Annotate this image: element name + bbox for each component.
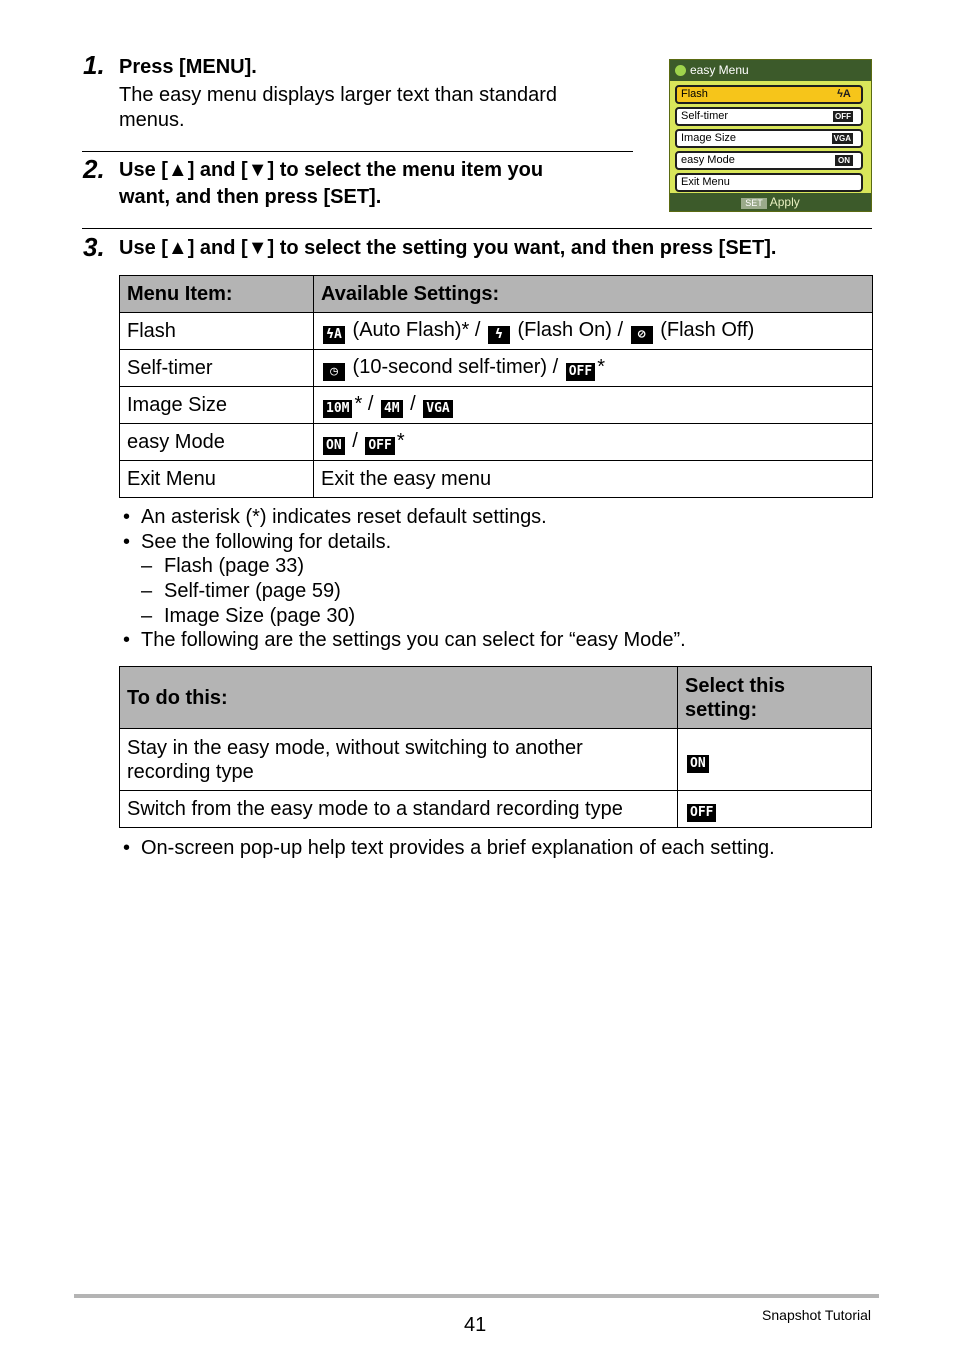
setting-text: (Flash Off)	[654, 318, 755, 341]
table-row	[120, 313, 873, 350]
screen-item-label: Flash	[681, 88, 708, 100]
screen-item-label: Self-timer	[681, 110, 729, 122]
settings-cell	[314, 350, 873, 387]
setting-text: /	[346, 429, 364, 452]
menu-item-cell: Exit Menu	[120, 461, 314, 498]
bullet-marker: •	[123, 837, 131, 859]
list-item	[119, 505, 879, 530]
step-1-title: Press [MENU].	[119, 56, 257, 78]
list-item	[119, 530, 879, 555]
camera-screen-illustration	[669, 59, 872, 212]
step-2-number: 2.	[83, 154, 105, 184]
action-line: recording type	[127, 760, 254, 783]
action-cell: Switch from the easy mode to a standard recording type	[120, 791, 678, 828]
table-row	[120, 729, 872, 791]
off-icon: OFF	[835, 112, 851, 121]
note-text: Flash (page 33)	[164, 555, 305, 578]
screen-item-label: Image Size	[681, 132, 737, 144]
menu-item-cell: Flash	[120, 313, 314, 350]
menu-item-cell: easy Mode	[120, 424, 314, 461]
setting-text: *	[597, 355, 606, 378]
step-1-number: 1.	[83, 50, 105, 80]
table-header-row	[120, 276, 873, 313]
sub-marker: –	[141, 555, 153, 578]
divider	[82, 228, 872, 229]
bullet-marker: •	[123, 530, 131, 553]
self-timer-icon: ◷	[323, 363, 345, 381]
table-row	[120, 350, 873, 387]
on-icon: ON	[323, 437, 345, 455]
set-key-icon: SET	[741, 198, 767, 209]
footer-rule	[74, 1294, 879, 1298]
sub-marker: –	[141, 604, 153, 627]
easy-menu-icon	[675, 65, 686, 76]
table-row	[120, 424, 873, 461]
column-header: Menu Item:	[120, 276, 314, 313]
column-header	[678, 667, 872, 729]
settings-cell	[314, 313, 873, 350]
column-header: Available Settings:	[314, 276, 873, 313]
divider	[82, 151, 633, 152]
table-row	[120, 387, 873, 424]
on-icon: ON	[687, 755, 709, 773]
column-header-line: Select this	[685, 674, 786, 697]
screen-item-self-timer	[675, 107, 863, 126]
settings-cell	[314, 424, 873, 461]
list-item	[119, 579, 879, 604]
easy-mode-table	[119, 666, 872, 828]
setting-text: (10-second self-timer) /	[347, 355, 564, 378]
column-header-line: setting:	[685, 698, 758, 721]
list-item	[119, 554, 879, 579]
4m-icon: 4M	[381, 400, 403, 418]
step-2-title-line: Use [▲] and [▼] to select the menu item you	[119, 159, 544, 181]
flash-auto-icon: ϟA	[837, 88, 851, 100]
bullet-marker: •	[123, 506, 131, 528]
section-title: Snapshot Tutorial	[762, 1307, 871, 1323]
table-row	[120, 461, 873, 498]
off-icon: OFF	[365, 437, 394, 455]
table-row	[120, 791, 872, 828]
screen-item-exit-menu	[675, 173, 863, 192]
step-2-title	[119, 157, 543, 211]
step-2-title-line: want, and then press [SET].	[119, 186, 382, 208]
on-icon: ON	[835, 155, 853, 166]
action-cell	[120, 729, 678, 791]
setting-text: *	[396, 429, 405, 452]
screen-header	[670, 60, 871, 81]
vga-icon: VGA	[833, 134, 851, 143]
screen-item-label: Exit Menu	[681, 176, 730, 188]
step-3-number: 3.	[83, 232, 105, 262]
column-header: To do this:	[120, 667, 678, 729]
screen-item-image-size	[675, 129, 863, 148]
settings-table	[119, 275, 873, 498]
table-header-row	[120, 667, 872, 729]
setting-cell	[678, 729, 872, 791]
note-text: On-screen pop-up help text provides a brief explanation of each setting.	[141, 837, 775, 859]
10m-icon: 10M	[323, 400, 352, 418]
list-item	[119, 836, 879, 861]
note-text: Image Size (page 30)	[164, 604, 356, 627]
menu-item-cell: Image Size	[120, 387, 314, 424]
screen-footer	[670, 193, 871, 211]
screen-item-easy-mode	[675, 151, 863, 170]
step-1-body	[119, 83, 557, 133]
step-1-body-line: menus.	[119, 109, 185, 131]
vga-icon: VGA	[423, 400, 452, 418]
action-line: Stay in the easy mode, without switching to another	[127, 736, 583, 759]
settings-cell: Exit the easy menu	[314, 461, 873, 498]
off-icon: OFF	[687, 804, 716, 822]
flash-on-icon: ϟ	[488, 326, 510, 344]
setting-text: (Auto Flash)* /	[347, 318, 486, 341]
off-icon: OFF	[566, 363, 595, 381]
screen-footer-label: Apply	[769, 195, 800, 209]
screen-item-flash	[675, 85, 863, 104]
list-item	[119, 628, 879, 653]
step-3-title: Use [▲] and [▼] to select the setting you want, and then press [SET].	[119, 237, 777, 259]
flash-auto-icon: ϟA	[323, 326, 345, 344]
final-note	[119, 836, 879, 861]
setting-text: * /	[354, 392, 379, 415]
setting-cell	[678, 791, 872, 828]
setting-text: /	[404, 392, 422, 415]
note-text: The following are the settings you can select for “easy Mode”.	[141, 629, 686, 652]
note-text: Self-timer (page 59)	[164, 580, 341, 603]
setting-text: (Flash On) /	[511, 318, 629, 341]
settings-cell	[314, 387, 873, 424]
bullet-marker: •	[123, 629, 131, 652]
flash-off-icon: ⊘	[631, 326, 653, 344]
step-1-body-line: The easy menu displays larger text than standard	[119, 84, 558, 106]
list-item	[119, 604, 879, 629]
screen-item-label: easy Mode	[681, 154, 735, 166]
page-number: 41	[464, 1314, 487, 1336]
menu-item-cell: Self-timer	[120, 350, 314, 387]
screen-header-label: easy Menu	[690, 63, 749, 77]
sub-marker: –	[141, 580, 153, 603]
notes-list	[119, 505, 879, 653]
note-text: An asterisk (*) indicates reset default settings.	[141, 506, 547, 528]
note-text: See the following for details.	[141, 530, 392, 553]
